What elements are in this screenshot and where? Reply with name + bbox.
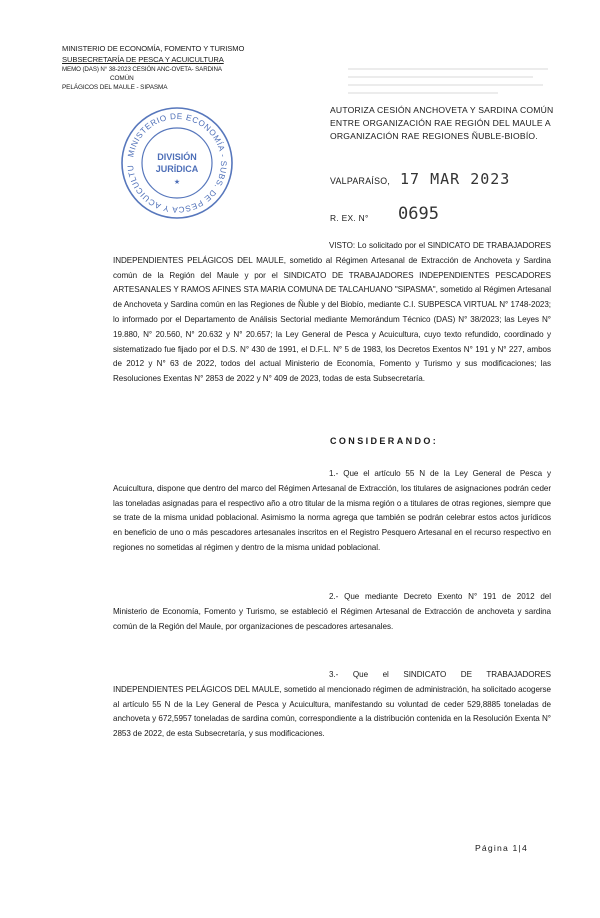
undersecretariat-name: SUBSECRETARÍA DE PESCA Y ACUICULTURA — [62, 54, 224, 64]
stamp-line1: DIVISIÓN — [157, 152, 197, 162]
division-juridica-stamp — [118, 104, 236, 222]
resolution-number-label: R. EX. N° — [330, 213, 369, 223]
svg-text:★: ★ — [173, 178, 181, 186]
place-label: VALPARAÍSO, — [330, 176, 391, 186]
memo-reference: MEMO (DAS) N° 38-2023 CESIÓN ANC-OVETA- SARDINA — [62, 66, 222, 73]
date-stamp: 17 MAR 2023 — [400, 170, 511, 188]
resolution-summary: AUTORIZA CESIÓN ANCHOVETA Y SARDINA COMÚN ENTRE ORGANIZACIÓN RAE REGIÓN DEL MAULE A ORGANIZACIÓN RAE REGIONES ÑUBLE-BIOBÍO. — [330, 105, 554, 141]
visto-paragraph: VISTO: Lo solicitado por el SINDICATO DE TRABAJADORES INDEPENDIENTES PELÁGICOS DEL MAULE, sometido al Régimen Artesanal de Extracción de Anchoveta y Sardina común de la Región del Maule y por el SINDICATO DE TRABAJADORES INDEPENDIENTES PESCADORES ARTESANALES Y RAMOS AFINES STA MARIA COMUNA DE TALCAHUANO "SIPASMA", sometido al Régimen Artesanal de Anchoveta y Sardina común en las Regiones de Ñuble y del Biobío, mediante C.I. SUBPESCA VIRTUAL N° 1748-2023; lo informado por el Departamento de Análisis Sectorial mediante Memorándum Técnico (DAS) N° 38/2023; las Leyes N° 19.880, N° 20.560, N° 20.632 y N° 20.657; la Ley General de Pesca y Acuicultura, cuyo texto refundido, coordinado y sistematizado fue fijado por el D.S. N° 430 de 1991, el D.F.L. N° 5 de 1983, los Decretos Exentos N° 191 y N° 227, ambos de 2012 y N° 63 de 2022, todos del actual Ministerio de Economía, Fomento y Turismo y sus modificaciones; las Resoluciones Exentas N° 2853 de 2022 y N° 409 de 2023, todas de esta Subsecretaría. — [113, 241, 551, 384]
memo-reference-line2: COMÚN — [110, 75, 134, 82]
considerando-heading: CONSIDERANDO: — [330, 436, 439, 446]
ministry-name: MINISTERIO DE ECONOMÍA, FOMENTO Y TURISMO — [62, 44, 245, 53]
seal-icon — [118, 104, 236, 222]
considerando-paragraph-1: 1.- Que el artículo 55 N de la Ley General de Pesca y Acuicultura, dispone que dentro del marco del Régimen Artesanal de Extracción, los titulares de asignaciones podrán ceder las toneladas asignadas para el respectivo año a otro titular de la misma región o a titulares de otras regiones, siempre que se trate de la misma unidad poblacional. Asimismo la norma agrega que también se podrán celebrar estos actos jurídicos en beneficio de uno o más pescadores artesanales inscritos en el Registro Pesquero Artesanal en el recurso respectivo en regiones no sometidas al régimen y dentro de la misma unidad poblacional. — [113, 469, 551, 552]
considerando-paragraph-2: 2.- Que mediante Decreto Exento N° 191 de 2012 del Ministerio de Economía, Fomento y Turismo, se estableció el Régimen Artesanal de Extracción de anchoveta y sardina común de la Región del Maule, por organizaciones de pescadores artesanales. — [113, 592, 551, 631]
stamp-ring-text: MINISTERIO DE ECONOMÍA - SUBS. DE PESCA Y ACUICULTU — [125, 111, 229, 215]
stamp-line2: JURÍDICA — [155, 164, 199, 174]
page-number: Página 1|4 — [475, 843, 528, 853]
letterhead — [62, 44, 262, 92]
considerando-paragraph-3: 3.- Que el SINDICATO DE TRABAJADORES INDEPENDIENTES PELÁGICOS DEL MAULE, sometido al mencionado régimen de administración, ha solicitado acogerse al artículo 55 N de la Ley General de Pesca y Acuicultura, manifestando su voluntad de ceder 529,8885 toneladas de anchoveta y 672,5957 toneladas de sardina común, correspondiente a la distribución contenida en la Resolución Exenta N° 2853 de 2022, de esta Subsecretaría, y sus modificaciones. — [113, 670, 551, 739]
faded-background-lines — [348, 68, 558, 100]
memo-reference-line3: PELÁGICOS DEL MAULE - SIPASMA — [62, 84, 168, 91]
resolution-number: 0695 — [398, 204, 439, 224]
